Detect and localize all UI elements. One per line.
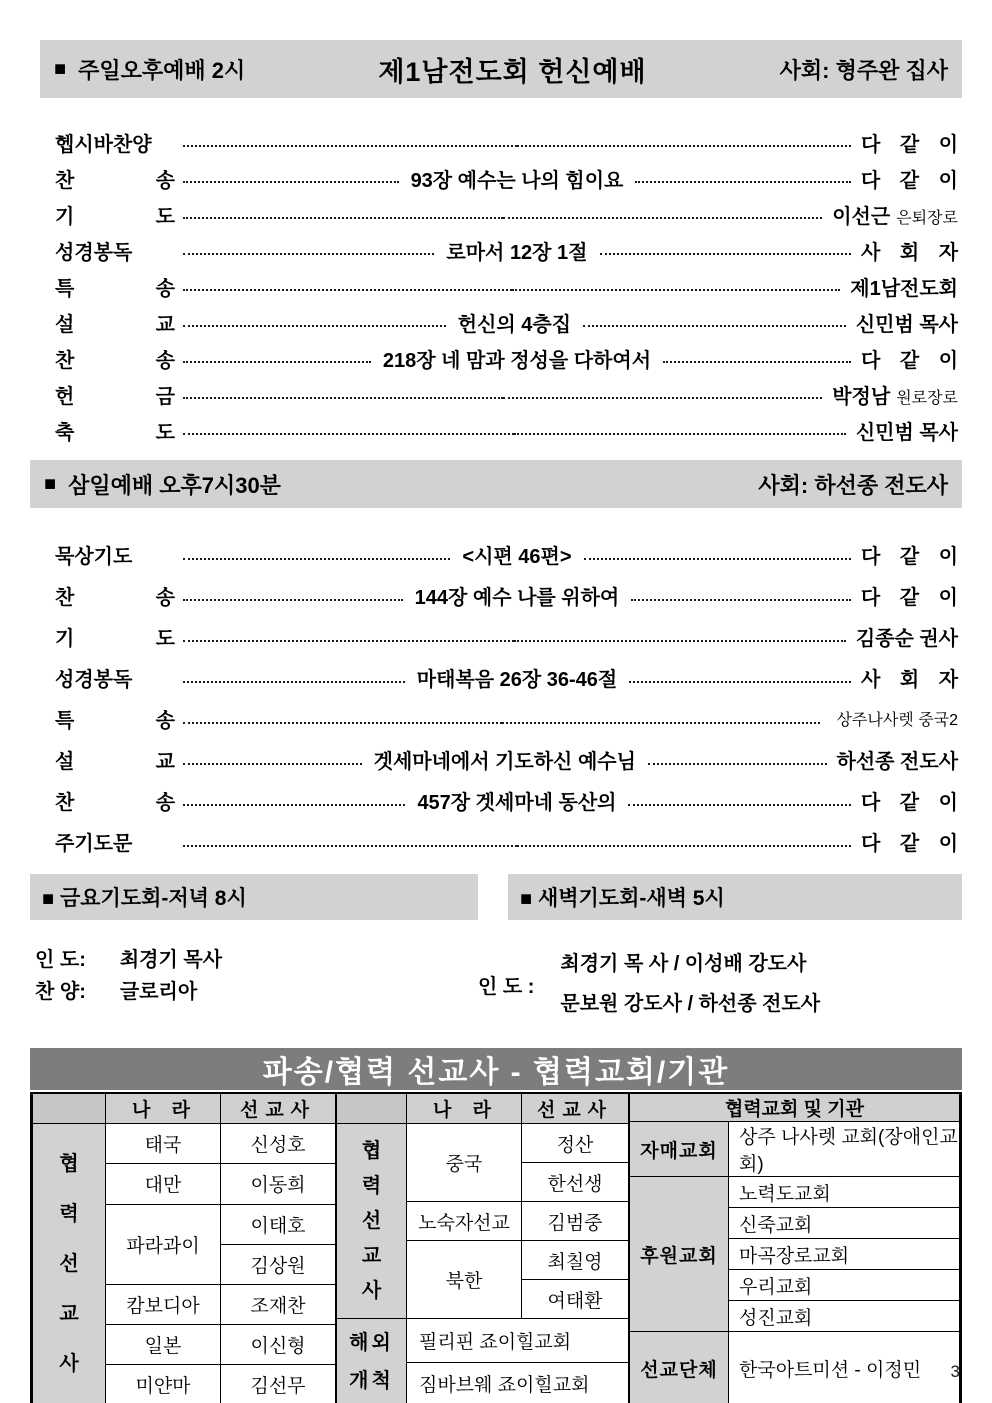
country-cell: 중국 bbox=[407, 1124, 522, 1202]
order-item-person: 이선근 은퇴장로 bbox=[832, 205, 959, 228]
dotted-leader bbox=[183, 845, 517, 847]
overseas-church-cell: 짐바브웨 죠이힐교회 bbox=[407, 1362, 629, 1403]
dotted-leader bbox=[503, 217, 823, 219]
country-cell: 태국 bbox=[106, 1124, 221, 1164]
order-item-person: 다 같 이 bbox=[860, 133, 959, 156]
friday-meeting-leaders bbox=[35, 944, 478, 1024]
missionary-cell: 김범중 bbox=[522, 1202, 629, 1241]
sunday-order-list bbox=[55, 124, 958, 448]
order-row bbox=[55, 821, 958, 862]
order-item-person: 사 회 자 bbox=[860, 241, 959, 264]
order-item-person: 하선종 전도사 bbox=[836, 751, 959, 773]
order-item-person: 사 회 자 bbox=[860, 669, 959, 691]
missionary-cell: 이신형 bbox=[221, 1324, 336, 1364]
order-item-label: 헵시바찬양 bbox=[55, 133, 152, 156]
header-partners: 협력교회 및 기관 bbox=[630, 1094, 960, 1122]
sunday-service-presider: 사회: 형주완 집사 bbox=[779, 57, 948, 83]
order-row bbox=[55, 698, 958, 739]
order-item-detail: <시편 46편> bbox=[462, 546, 572, 568]
country-cell: 대만 bbox=[106, 1164, 221, 1204]
dotted-leader bbox=[517, 845, 851, 847]
overseas-church-cell: 필리핀 죠이힐교회 bbox=[407, 1319, 629, 1362]
country-cell: 미얀마 bbox=[106, 1364, 221, 1403]
order-item-label: 설 교 bbox=[55, 751, 175, 773]
wednesday-service-time bbox=[44, 469, 281, 500]
order-row bbox=[55, 340, 958, 376]
dotted-leader bbox=[183, 361, 371, 363]
dotted-leader bbox=[514, 433, 845, 435]
order-row bbox=[55, 196, 958, 232]
leader-name-line: 문보원 강도사 / 하선종 전도사 bbox=[560, 993, 821, 1015]
order-item-person: 다 같 이 bbox=[860, 792, 958, 814]
mission-table-section bbox=[30, 1048, 962, 1403]
dotted-leader bbox=[183, 397, 503, 399]
order-item-detail: 마태복음 26장 36-46절 bbox=[416, 669, 618, 691]
missionary-cell: 한선생 bbox=[522, 1163, 629, 1202]
order-item-label: 성경봉독 bbox=[55, 241, 133, 264]
bullet-square-icon: ■ bbox=[42, 888, 55, 910]
order-row bbox=[55, 412, 958, 448]
order-item-label: 찬 송 bbox=[55, 169, 175, 192]
order-item-label: 기 도 bbox=[55, 205, 175, 228]
dotted-leader bbox=[183, 145, 517, 147]
order-item-detail: 헌신의 4층집 bbox=[457, 313, 572, 336]
partner-church-cell: 성진교회 bbox=[729, 1301, 960, 1332]
missionary-cell: 김상원 bbox=[221, 1244, 336, 1284]
prayer-meeting-bars bbox=[30, 874, 962, 920]
order-item-person: 다 같 이 bbox=[860, 169, 958, 192]
wednesday-service-label: 삼일예배 오후7시30분 bbox=[68, 472, 281, 498]
order-item-person: 다 같 이 bbox=[860, 587, 958, 609]
dotted-leader bbox=[183, 599, 403, 601]
dotted-leader bbox=[183, 558, 450, 560]
dotted-leader bbox=[183, 433, 514, 435]
missionary-cell: 신성호 bbox=[221, 1124, 336, 1164]
partner-category-cell: 후원교회 bbox=[630, 1177, 729, 1332]
dotted-leader bbox=[183, 253, 434, 255]
leader-line bbox=[35, 976, 478, 1008]
order-item-person: 제1남전도회 bbox=[850, 277, 959, 300]
meeting-leaders-info bbox=[35, 944, 962, 1024]
group-label-cell: 협력선교사 bbox=[33, 1124, 106, 1403]
country-cell: 일본 bbox=[106, 1324, 221, 1364]
dotted-leader bbox=[183, 722, 502, 724]
order-item-detail: 로마서 12장 1절 bbox=[446, 241, 588, 264]
leader-name: 최경기 목사 bbox=[119, 949, 223, 971]
partner-church-cell: 우리교회 bbox=[729, 1270, 960, 1301]
order-item-label: 성경봉독 bbox=[55, 669, 133, 691]
overseas-label-cell: 해외개척 bbox=[337, 1319, 407, 1403]
dotted-leader bbox=[635, 181, 851, 183]
partner-church-cell: 마곡장로교회 bbox=[729, 1239, 960, 1270]
sunday-service-title: 제1남전도회 헌신예배 bbox=[378, 56, 647, 87]
dawn-leader-lines bbox=[560, 944, 820, 1024]
order-item-person: 신민범 목사 bbox=[855, 313, 959, 336]
group-label-cell: 협력선교사 bbox=[337, 1124, 407, 1319]
leader-role-label: 인 도 : bbox=[478, 975, 535, 998]
mission-table-middle-group bbox=[336, 1093, 629, 1403]
missionary-cell: 김선무 bbox=[221, 1364, 336, 1403]
sunday-service-header bbox=[40, 40, 962, 98]
header-country: 나 라 bbox=[407, 1094, 522, 1124]
partner-category-cell: 선교단체 bbox=[630, 1332, 729, 1403]
mission-table bbox=[30, 1092, 962, 1403]
header-empty-cell bbox=[337, 1094, 407, 1124]
missionary-cell: 정산 bbox=[522, 1124, 629, 1163]
order-item-person: 다 같 이 bbox=[860, 833, 959, 855]
dotted-leader bbox=[648, 763, 827, 765]
order-row bbox=[55, 780, 958, 821]
order-item-person: 김종순 권사 bbox=[855, 628, 959, 650]
bullet-square-icon: ■ bbox=[520, 888, 533, 910]
dotted-leader bbox=[183, 181, 399, 183]
leader-name: 글로리아 bbox=[119, 981, 198, 1003]
dotted-leader bbox=[183, 640, 514, 642]
friday-meeting-header bbox=[30, 874, 478, 920]
order-item-label: 묵상기도 bbox=[55, 546, 133, 568]
dotted-leader bbox=[583, 325, 846, 327]
order-item-detail: 218장 네 맘과 정성을 다하여서 bbox=[382, 349, 652, 372]
header-country: 나 라 bbox=[106, 1094, 221, 1124]
sunday-service-time bbox=[54, 54, 245, 85]
wednesday-service-presider: 사회: 하선종 전도사 bbox=[758, 472, 948, 498]
dotted-leader bbox=[183, 325, 446, 327]
order-item-label: 찬 송 bbox=[55, 587, 175, 609]
dotted-leader bbox=[183, 763, 362, 765]
dotted-leader bbox=[183, 289, 512, 291]
order-row bbox=[55, 575, 958, 616]
header-empty-cell bbox=[33, 1094, 106, 1124]
country-cell: 파라과이 bbox=[106, 1204, 221, 1284]
order-item-person: 박정남 원로장로 bbox=[832, 385, 959, 408]
order-item-label: 찬 송 bbox=[55, 792, 175, 814]
partner-church-cell: 상주 나사렛 교회(장애인교회) bbox=[729, 1122, 960, 1177]
partner-org-cell: 한국아트미션 - 이정민 bbox=[729, 1332, 960, 1403]
order-item-person: 다 같 이 bbox=[860, 349, 959, 372]
order-item-detail: 겟세마네에서 기도하신 예수님 bbox=[373, 751, 636, 773]
dotted-leader bbox=[512, 289, 841, 291]
order-item-person: 다 같 이 bbox=[860, 546, 959, 568]
dotted-leader bbox=[503, 397, 823, 399]
mission-table-title: 파송/협력 선교사 - 협력교회/기관 bbox=[30, 1048, 962, 1090]
order-item-label: 설 교 bbox=[55, 313, 175, 336]
dotted-leader bbox=[628, 804, 850, 806]
wednesday-service-header bbox=[30, 460, 962, 508]
bullet-square-icon: ■ bbox=[44, 473, 57, 495]
order-row bbox=[55, 124, 958, 160]
order-row bbox=[55, 232, 958, 268]
sunday-service-label: 주일오후예배 2시 bbox=[78, 57, 246, 83]
header-missionary: 선교사 bbox=[522, 1094, 629, 1124]
bullet-square-icon: ■ bbox=[54, 58, 67, 80]
order-row bbox=[55, 304, 958, 340]
order-item-label: 기 도 bbox=[55, 628, 175, 650]
dotted-leader bbox=[183, 217, 503, 219]
friday-meeting-label: 금요기도회-저녁 8시 bbox=[59, 887, 247, 910]
dotted-leader bbox=[183, 681, 405, 683]
dotted-leader bbox=[631, 599, 851, 601]
order-item-label: 찬 송 bbox=[55, 349, 175, 372]
order-item-detail: 144장 예수 나를 위하여 bbox=[414, 587, 620, 609]
order-item-person: 상주나사렛 중국2 bbox=[836, 711, 959, 729]
friday-meeting-left bbox=[42, 882, 247, 912]
dotted-leader bbox=[663, 361, 851, 363]
missionary-cell: 이동희 bbox=[221, 1164, 336, 1204]
order-item-label: 특 송 bbox=[55, 710, 175, 732]
order-item-detail: 457장 겟세마네 동산의 bbox=[417, 792, 617, 814]
order-item-label: 헌 금 bbox=[55, 385, 175, 408]
country-cell: 북한 bbox=[407, 1241, 522, 1319]
order-item-person: 신민범 목사 bbox=[855, 421, 959, 444]
dawn-meeting-left bbox=[520, 882, 725, 912]
order-item-label: 주기도문 bbox=[55, 833, 133, 855]
leader-role-label: 인 도: bbox=[35, 949, 86, 971]
dotted-leader bbox=[629, 681, 851, 683]
order-row bbox=[55, 534, 958, 575]
missionary-cell: 최칠영 bbox=[522, 1241, 629, 1280]
order-row bbox=[55, 376, 958, 412]
leader-name-line: 최경기 목 사 / 이성배 강도사 bbox=[560, 953, 807, 975]
missionary-cell: 여태환 bbox=[522, 1280, 629, 1319]
order-row bbox=[55, 616, 958, 657]
order-item-label: 축 도 bbox=[55, 421, 175, 444]
dotted-leader bbox=[517, 145, 851, 147]
dotted-leader bbox=[183, 804, 405, 806]
order-item-detail: 93장 예수는 나의 힘이요 bbox=[410, 169, 624, 192]
order-row bbox=[55, 160, 958, 196]
page-number: 3 bbox=[950, 1362, 960, 1381]
country-cell: 노숙자선교 bbox=[407, 1202, 522, 1241]
header-missionary: 선교사 bbox=[221, 1094, 336, 1124]
dotted-leader bbox=[584, 558, 851, 560]
missionary-cell: 이태호 bbox=[221, 1204, 336, 1244]
order-row bbox=[55, 657, 958, 698]
dawn-meeting-header bbox=[508, 874, 962, 920]
order-item-label: 특 송 bbox=[55, 277, 175, 300]
country-cell: 캄보디아 bbox=[106, 1284, 221, 1324]
partner-church-cell: 노력도교회 bbox=[729, 1177, 960, 1208]
partner-church-cell: 신죽교회 bbox=[729, 1208, 960, 1239]
dotted-leader bbox=[514, 640, 845, 642]
dawn-meeting-label: 새벽기도회-새벽 5시 bbox=[537, 887, 725, 910]
order-row bbox=[55, 739, 958, 780]
wednesday-order-list bbox=[55, 534, 958, 862]
order-row bbox=[55, 268, 958, 304]
leader-role-label: 찬 양: bbox=[35, 981, 86, 1003]
dawn-meeting-leaders bbox=[478, 944, 962, 1024]
mission-table-right-group bbox=[629, 1093, 960, 1403]
mission-table-left-group bbox=[32, 1093, 336, 1403]
partner-category-cell: 자매교회 bbox=[630, 1122, 729, 1177]
missionary-cell: 조재찬 bbox=[221, 1284, 336, 1324]
dotted-leader bbox=[600, 253, 851, 255]
dotted-leader bbox=[502, 722, 821, 724]
leader-line bbox=[35, 944, 478, 976]
